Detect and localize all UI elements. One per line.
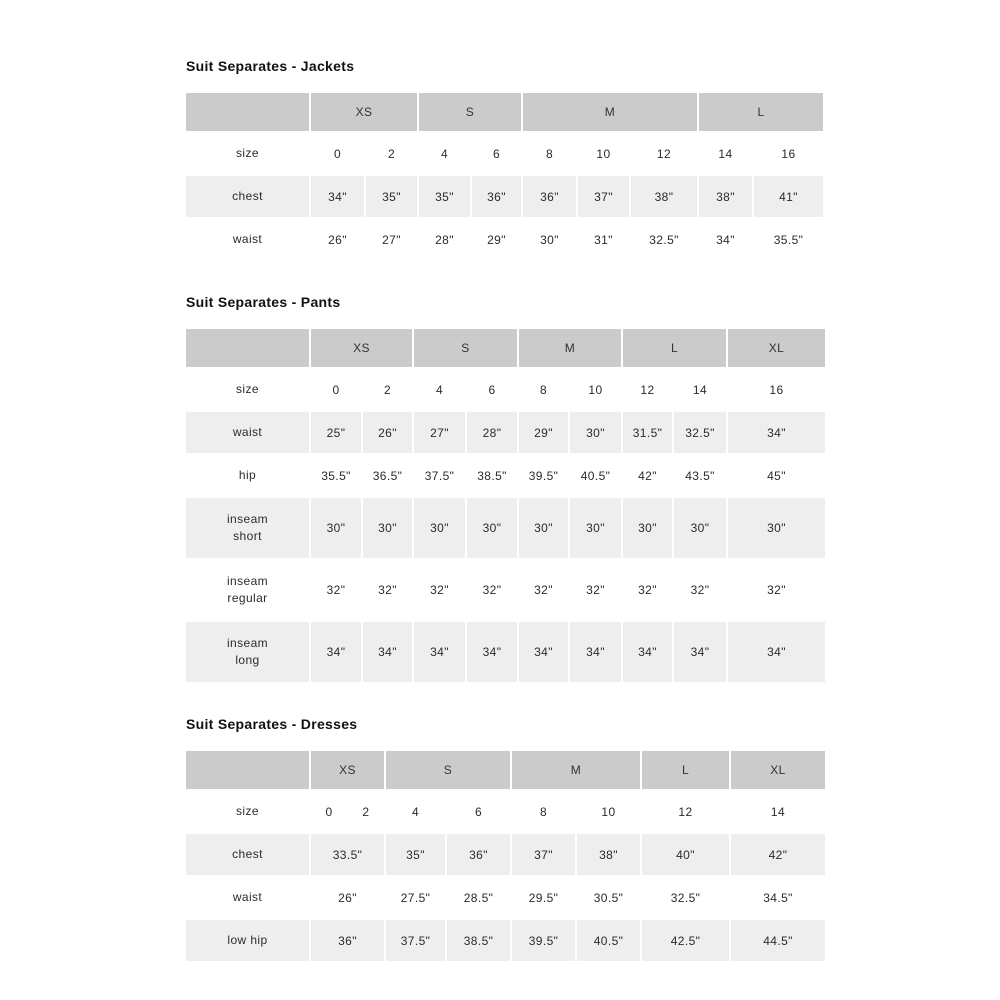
measurement-cell: 16 xyxy=(754,133,823,174)
row-label-line: chest xyxy=(232,847,263,861)
measurement-cell: 30" xyxy=(728,498,825,558)
measurement-cell: 34" xyxy=(623,622,672,682)
measurement-cell: 10 xyxy=(570,369,621,410)
measurement-cell: 4 xyxy=(419,133,470,174)
measurement-cell: 28" xyxy=(419,219,470,260)
measurement-cell: 30" xyxy=(623,498,672,558)
measurement-cell: 8 xyxy=(512,791,575,832)
measurement-cell: 34" xyxy=(311,622,361,682)
measurement-cell: 31.5" xyxy=(623,412,672,453)
size-chart-table xyxy=(186,93,826,260)
measurement-cell: 37.5" xyxy=(414,455,465,496)
row-label xyxy=(186,412,309,453)
row-label xyxy=(186,560,309,620)
measurement-cell: 38.5" xyxy=(447,920,510,961)
measurement-cell: 44.5" xyxy=(731,920,825,961)
measurement-cell: 45" xyxy=(728,455,825,496)
measurement-cell: 0 xyxy=(311,369,361,410)
measurement-cell: 41" xyxy=(754,176,823,217)
size-group-header: S xyxy=(419,93,521,131)
measurement-cell: 10 xyxy=(577,791,640,832)
size-chart-table xyxy=(186,751,826,961)
measurement-cell: 2 xyxy=(363,369,412,410)
measurement-cell: 6 xyxy=(467,369,517,410)
table-title: Suit Separates - Jackets xyxy=(186,58,355,74)
measurement-cell: 42.5" xyxy=(642,920,729,961)
size-group-header: XS xyxy=(311,751,384,789)
measurement-cell: 32" xyxy=(728,560,825,620)
measurement-cell: 29" xyxy=(519,412,568,453)
row-label-line: chest xyxy=(232,189,263,203)
measurement-cell: 33.5" xyxy=(311,834,384,875)
measurement-cell: 12 xyxy=(623,369,672,410)
measurement-cell: 2 xyxy=(366,133,417,174)
row-label-line: inseam xyxy=(226,512,269,526)
measurement-cell: 42" xyxy=(623,455,672,496)
measurement-cell: 6 xyxy=(472,133,521,174)
measurement-cell: 32.5" xyxy=(642,877,729,918)
table-title: Suit Separates - Pants xyxy=(186,294,341,310)
measurement-cell: 27" xyxy=(414,412,465,453)
row-label xyxy=(186,920,309,961)
measurement-cell: 26" xyxy=(363,412,412,453)
measurement-cell: 32" xyxy=(519,560,568,620)
row-label-line: size xyxy=(236,146,259,160)
measurement-cell: 38" xyxy=(577,834,640,875)
measurement-cell: 34" xyxy=(699,219,752,260)
measurement-cell: 34" xyxy=(414,622,465,682)
measurement-cell: 30" xyxy=(414,498,465,558)
size-chart-section xyxy=(186,56,826,260)
size-group-header: M xyxy=(512,751,640,789)
row-label xyxy=(186,622,309,682)
measurement-cell: 4 xyxy=(414,369,465,410)
measurement-cell: 26" xyxy=(311,877,384,918)
row-label-line: long xyxy=(235,653,260,667)
measurement-cell: 32" xyxy=(467,560,517,620)
corner-cell xyxy=(186,329,309,367)
measurement-cell: 12 xyxy=(631,133,697,174)
measurement-cell: 32" xyxy=(623,560,672,620)
measurement-cell: 40.5" xyxy=(570,455,621,496)
measurement-cell: 43.5" xyxy=(674,455,726,496)
measurement-cell: 34" xyxy=(674,622,726,682)
measurement-cell: 0 xyxy=(311,133,364,174)
measurement-cell: 30" xyxy=(674,498,726,558)
row-label xyxy=(186,877,309,918)
measurement-cell: 34.5" xyxy=(731,877,825,918)
measurement-cell: 16 xyxy=(728,369,825,410)
measurement-cell: 27.5" xyxy=(386,877,445,918)
measurement-cell: 40.5" xyxy=(577,920,640,961)
size-group-header: XL xyxy=(728,329,825,367)
measurement-cell: 32" xyxy=(311,560,361,620)
row-label xyxy=(186,176,309,217)
measurement-cell: 34" xyxy=(728,622,825,682)
row-label-line: waist xyxy=(232,425,263,439)
measurement-cell: 36" xyxy=(311,920,384,961)
row-label-line: size xyxy=(236,382,259,396)
measurement-cell: 0 2 xyxy=(311,791,384,832)
measurement-cell: 35" xyxy=(386,834,445,875)
row-label xyxy=(186,834,309,875)
measurement-cell: 30.5" xyxy=(577,877,640,918)
row-label-line: inseam xyxy=(226,574,269,588)
row-label-line: waist xyxy=(232,232,263,246)
measurement-cell: 42" xyxy=(731,834,825,875)
size-group-header: L xyxy=(623,329,726,367)
measurement-cell: 14 xyxy=(699,133,752,174)
row-label-line: short xyxy=(233,529,262,543)
measurement-cell: 38.5" xyxy=(467,455,517,496)
measurement-cell: 36" xyxy=(523,176,576,217)
measurement-cell: 35" xyxy=(419,176,470,217)
measurement-cell: 34" xyxy=(311,176,364,217)
measurement-cell: 14 xyxy=(674,369,726,410)
measurement-cell: 29" xyxy=(472,219,521,260)
corner-cell xyxy=(186,93,309,131)
measurement-cell: 30" xyxy=(311,498,361,558)
measurement-cell: 36" xyxy=(472,176,521,217)
measurement-cell: 35.5" xyxy=(754,219,823,260)
size-chart-table xyxy=(186,329,826,682)
measurement-cell: 30" xyxy=(363,498,412,558)
measurement-cell: 10 xyxy=(578,133,629,174)
table-title: Suit Separates - Dresses xyxy=(186,716,358,732)
row-label-line: hip xyxy=(238,468,257,482)
measurement-cell: 34" xyxy=(728,412,825,453)
measurement-cell: 32" xyxy=(674,560,726,620)
size-chart-section xyxy=(186,292,826,682)
measurement-cell: 4 xyxy=(386,791,445,832)
measurement-cell: 36.5" xyxy=(363,455,412,496)
measurement-cell: 6 xyxy=(447,791,510,832)
row-label xyxy=(186,133,309,174)
row-label-line: inseam xyxy=(226,636,269,650)
row-label-line: regular xyxy=(227,591,268,605)
row-label xyxy=(186,455,309,496)
size-group-header: L xyxy=(642,751,729,789)
measurement-cell: 27" xyxy=(366,219,417,260)
measurement-cell: 30" xyxy=(519,498,568,558)
measurement-cell: 30" xyxy=(570,498,621,558)
measurement-cell: 31" xyxy=(578,219,629,260)
measurement-cell: 30" xyxy=(523,219,576,260)
measurement-cell: 32" xyxy=(570,560,621,620)
measurement-cell: 32.5" xyxy=(631,219,697,260)
row-label xyxy=(186,219,309,260)
size-group-header: XS xyxy=(311,329,412,367)
measurement-cell: 28" xyxy=(467,412,517,453)
size-group-header: M xyxy=(523,93,697,131)
measurement-cell: 36" xyxy=(447,834,510,875)
measurement-cell: 38" xyxy=(699,176,752,217)
measurement-cell: 34" xyxy=(519,622,568,682)
measurement-cell: 14 xyxy=(731,791,825,832)
row-label xyxy=(186,369,309,410)
row-label-line: waist xyxy=(232,890,263,904)
size-group-header: M xyxy=(519,329,621,367)
measurement-cell: 37" xyxy=(512,834,575,875)
measurement-cell: 39.5" xyxy=(512,920,575,961)
measurement-cell: 38" xyxy=(631,176,697,217)
size-group-header: L xyxy=(699,93,823,131)
measurement-cell: 37.5" xyxy=(386,920,445,961)
measurement-cell: 34" xyxy=(467,622,517,682)
size-group-header: XL xyxy=(731,751,825,789)
measurement-cell: 8 xyxy=(519,369,568,410)
row-label xyxy=(186,791,309,832)
measurement-cell: 30" xyxy=(467,498,517,558)
measurement-cell: 35" xyxy=(366,176,417,217)
size-group-header: XS xyxy=(311,93,417,131)
measurement-cell: 34" xyxy=(570,622,621,682)
measurement-cell: 32" xyxy=(363,560,412,620)
size-group-header: S xyxy=(414,329,517,367)
size-chart-section xyxy=(186,714,826,961)
row-label-line: size xyxy=(236,804,259,818)
measurement-cell: 35.5" xyxy=(311,455,361,496)
size-group-header: S xyxy=(386,751,510,789)
corner-cell xyxy=(186,751,309,789)
measurement-cell: 8 xyxy=(523,133,576,174)
measurement-cell: 30" xyxy=(570,412,621,453)
measurement-cell: 25" xyxy=(311,412,361,453)
row-label-line: low hip xyxy=(227,933,268,947)
measurement-cell: 39.5" xyxy=(519,455,568,496)
row-label xyxy=(186,498,309,558)
measurement-cell: 28.5" xyxy=(447,877,510,918)
measurement-cell: 37" xyxy=(578,176,629,217)
measurement-cell: 40" xyxy=(642,834,729,875)
measurement-cell: 29.5" xyxy=(512,877,575,918)
measurement-cell: 26" xyxy=(311,219,364,260)
measurement-cell: 34" xyxy=(363,622,412,682)
measurement-cell: 12 xyxy=(642,791,729,832)
measurement-cell: 32" xyxy=(414,560,465,620)
measurement-cell: 32.5" xyxy=(674,412,726,453)
